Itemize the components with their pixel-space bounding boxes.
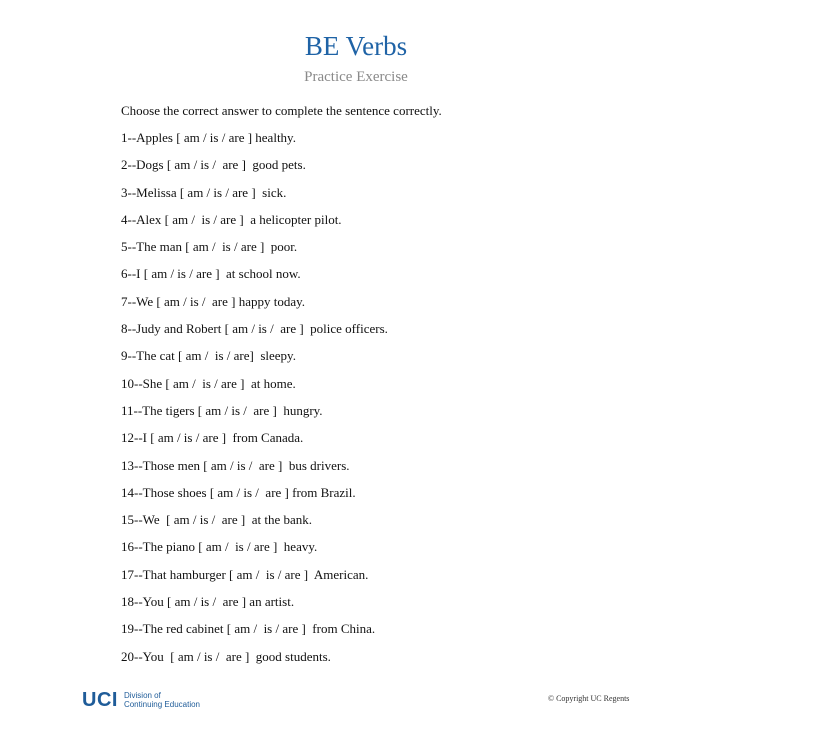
question-item: 18--You [ am / is / are ] an artist. <box>121 594 295 610</box>
question-item: 8--Judy and Robert [ am / is / are ] police officers. <box>121 321 388 337</box>
question-item: 13--Those men [ am / is / are ] bus drivers. <box>121 457 350 473</box>
question-item: 7--We [ am / is / are ] happy today. <box>121 293 306 309</box>
instructions-text: Choose the correct answer to complete the sentence correctly. <box>121 103 442 118</box>
question-item: 12--I [ am / is / are ] from Canada. <box>121 430 304 446</box>
question-item: 10--She [ am / is / are ] at home. <box>121 375 296 391</box>
question-item: 2--Dogs [ am / is / are ] good pets. <box>121 157 306 173</box>
uci-logo <box>82 689 200 711</box>
uci-logo-mark: UCI <box>82 689 118 711</box>
page-subtitle: Practice Exercise <box>304 69 408 85</box>
question-item: 14--Those shoes [ am / is / are ] from Brazil. <box>121 484 356 500</box>
question-item: 6--I [ am / is / are ] at school now. <box>121 266 301 282</box>
question-item: 20--You [ am / is / are ] good students. <box>121 648 331 664</box>
question-item: 15--We [ am / is / are ] at the bank. <box>121 512 312 528</box>
question-item: 11--The tigers [ am / is / are ] hungry. <box>121 402 323 418</box>
question-item: 4--Alex [ am / is / are ] a helicopter pilot. <box>121 211 342 227</box>
uci-logo-subtitle <box>124 691 200 709</box>
question-list <box>121 129 388 675</box>
question-item: 19--The red cabinet [ am / is / are ] from China. <box>121 621 376 637</box>
question-item: 16--The piano [ am / is / are ] heavy. <box>121 539 318 555</box>
question-item: 9--The cat [ am / is / are] sleepy. <box>121 348 296 364</box>
question-item: 1--Apples [ am / is / are ] healthy. <box>121 130 296 145</box>
question-item: 3--Melissa [ am / is / are ] sick. <box>121 184 287 200</box>
logo-sub-line-1: Division of <box>123 691 161 700</box>
question-item: 5--The man [ am / is / are ] poor. <box>121 239 298 255</box>
copyright-notice: © Copyright UC Regents <box>548 694 630 703</box>
logo-sub-line-2: Continuing Education <box>123 700 201 709</box>
question-item: 17--That hamburger [ am / is / are ] American. <box>121 566 369 582</box>
page-title: BE Verbs <box>304 31 408 61</box>
